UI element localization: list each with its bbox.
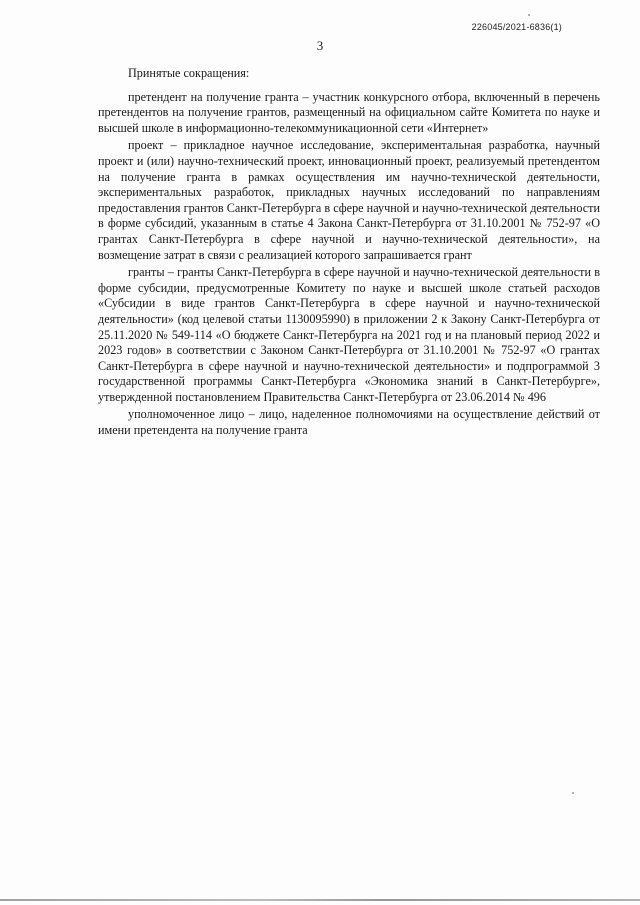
scan-edge-line (0, 899, 640, 901)
definition-term: проект (128, 138, 164, 153)
definition-paragraph: претендент на получение гранта – участник конкурсного отбора, включенный в перечень претендентов на получение грантов, размещенный на официальном сайте Комитета по науке и высшей школе в информационно-телекоммуникационной сети «Интернет» (98, 89, 600, 135)
definition-text: лицо, наделенное полномочиями на осуществление действий от имени претендента на получение гранта (98, 407, 601, 438)
definition-text: прикладное научное исследование, экспериментальная разработка, научный проект и (или) научно-технический проект, инновационный проект, реализуемый претендентом на получение гранта в рамках осуществления им научно-технической деятельности, экспериментальных разработок, прикладных научных исследований по направлениям предоставления грантов Санкт-Петербурга в сфере научной и научно-технической деятельности в форме субсидий, указанным в статье 4 Закона Санкт-Петербурга от 31.10.2001 № 752-97 «О грантах Санкт-Петербурга в сфере научной и научно-технической деятельности», на возмещение затрат в связи с реализацией которого запрашивается грант (98, 138, 601, 262)
scan-speck (572, 792, 574, 794)
page-number: 3 (316, 38, 324, 53)
definition-term: уполномоченное лицо (128, 407, 245, 422)
definition-term: претендент на получение гранта (128, 89, 299, 104)
definition-text: участник конкурсного отбора, включенный в перечень претендентов на получение грантов, размещенный на официальном сайте Комитета по науке и высшей школе в информационно-телекоммуникационной сети «Интернет» (98, 89, 600, 135)
scan-speck (528, 14, 530, 16)
definition-term: гранты (128, 265, 165, 280)
document-number: 226045/2021-6836(1) (471, 22, 562, 32)
document-body (98, 66, 600, 441)
definition-text: гранты Санкт-Петербурга в сфере научной и научно-технической деятельности в форме субсидии, предусмотренные Комитету по науке и высшей школе статьей расходов «Субсидии в виде грантов Санкт-Петербурга в сфере научной и научно-технической деятельности» (код целевой статьи 1130095990) в приложении 2 к Закону Санкт-Петербурга от 25.11.2020 № 549-114 «О бюджете Санкт-Петербурга на 2021 год и на плановый период 2022 и 2023 годов» в соответствии с Законом Санкт-Петербурга от 31.10.2001 № 752-97 «О грантах Санкт-Петербурга в сфере научной и научно-технической деятельности» и подпрограммой 3 государственной программы Санкт-Петербурга «Экономика знаний в Санкт-Петербурге», утвержденной постановлением Правительства Санкт-Петербурга от 23.06.2014 № 496 (98, 265, 600, 404)
definition-paragraph: уполномоченное лицо – лицо, наделенное полномочиями на осуществление действий от имени претендента на получение гранта (98, 407, 601, 438)
definition-paragraph: проект – прикладное научное исследование, экспериментальная разработка, научный проект и (или) научно-технический проект, инновационный проект, реализуемый претендентом на получение гранта в рамках осуществления им научно-технической деятельности, экспериментальных разработок, прикладных научных исследований по направлениям предоставления грантов Санкт-Петербурга в сфере научной и научно-технической деятельности в форме субсидий, указанным в статье 4 Закона Санкт-Петербурга от 31.10.2001 № 752-97 «О грантах Санкт-Петербурга в сфере научной и научно-технической деятельности», на возмещение затрат в связи с реализацией которого запрашивается грант (98, 138, 601, 262)
definition-paragraph: гранты – гранты Санкт-Петербурга в сфере научной и научно-технической деятельности в форме субсидии, предусмотренные Комитету по науке и высшей школе статьей расходов «Субсидии в виде грантов Санкт-Петербурга в сфере научной и научно-технической деятельности» (код целевой статьи 1130095990) в приложении 2 к Закону Санкт-Петербурга от 25.11.2020 № 549-114 «О бюджете Санкт-Петербурга на 2021 год и на плановый период 2022 и 2023 годов» в соответствии с Законом Санкт-Петербурга от 31.10.2001 № 752-97 «О грантах Санкт-Петербурга в сфере научной и научно-технической деятельности» и подпрограммой 3 государственной программы Санкт-Петербурга «Экономика знаний в Санкт-Петербурге», утвержденной постановлением Правительства Санкт-Петербурга от 23.06.2014 № 496 (98, 265, 600, 404)
section-heading: Принятые сокращения: (128, 66, 250, 80)
